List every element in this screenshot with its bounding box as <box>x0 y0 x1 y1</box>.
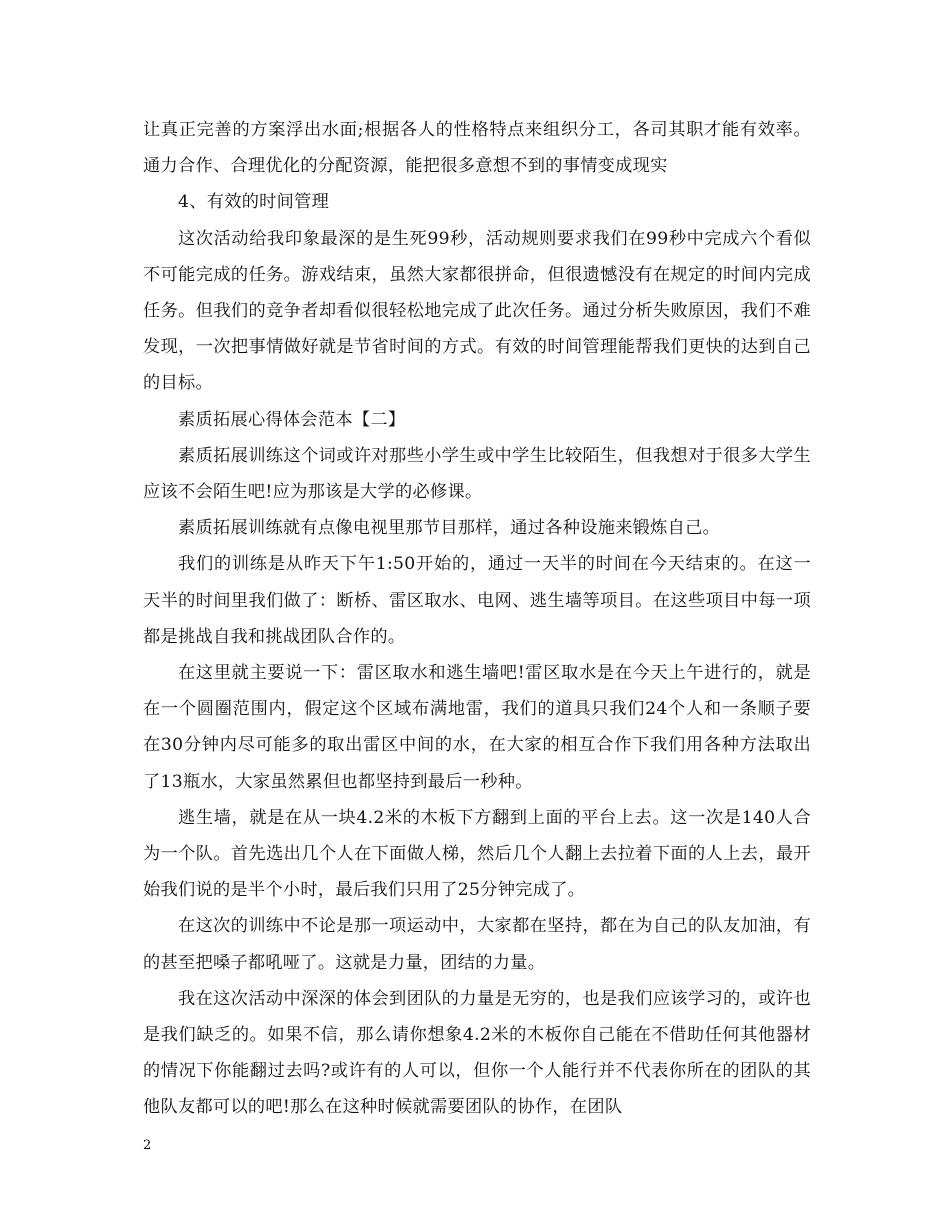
paragraph: 素质拓展训练这个词或许对那些小学生或中学生比较陌生，但我想对于很多大学生应该不会陌生吧!应为那该是大学的必修课。 <box>143 445 811 503</box>
paragraph: 我们的训练是从昨天下午1:50开始的，通过一天半的时间在今天结束的。在这一天半的时间里我们做了：断桥、雷区取水、电网、逃生墙等项目。在这些项目中每一项都是挑战自我和挑战团队合作的。 <box>143 554 811 647</box>
document-body <box>143 112 811 1126</box>
paragraph: 让真正完善的方案浮出水面;根据各人的性格特点来组织分工，各司其职才能有效率。通力合作、合理优化的分配资源，能把很多意想不到的事情变成现实 <box>143 120 811 177</box>
paragraph: 素质拓展训练就有点像电视里那节目那样，通过各种设施来锻炼自己。 <box>178 518 721 539</box>
paragraph: 我在这次活动中深深的体会到团队的力量是无穷的，也是我们应该学习的，或许也是我们缺乏的。如果不信，那么请你想象4.2米的木板你自己能在不借助任何其他器材的情况下你能翻过去吗?或许有的人可以，但你一个人能行并不代表你所在的团队的其他队友都可以的吧!那么在这种时候就需要团队的协作，在团队 <box>143 988 811 1118</box>
section-heading: 4、有效的时间管理 <box>178 192 330 213</box>
section-heading: 素质拓展心得体会范本【二】 <box>178 409 406 430</box>
page-number: 2 <box>143 1138 152 1153</box>
paragraph: 逃生墙，就是在从一块4.2米的木板下方翻到上面的平台上去。这一次是140人合为一个队。首先选出几个人在下面做人梯，然后几个人翻上去拉着下面的人上去，最开始我们说的是半个小时，最后我们只用了25分钟完成了。 <box>143 807 811 901</box>
paragraph: 这次活动给我印象最深的是生死99秒，活动规则要求我们在99秒中完成六个看似不可能完成的任务。游戏结束，虽然大家都很拼命，但很遗憾没有在规定的时间内完成任务。但我们的竞争者却看似很轻松地完成了此次任务。通过分析失败原因，我们不难发现，一次把事情做好就是节省时间的方式。有效的时间管理能帮我们更快的达到自己的目标。 <box>143 228 811 394</box>
paragraph: 在这次的训练中不论是那一项运动中，大家都在坚持，都在为自己的队友加油，有的甚至把嗓子都吼哑了。这就是力量，团结的力量。 <box>143 916 811 973</box>
paragraph: 在这里就主要说一下：雷区取水和逃生墙吧!雷区取水是在今天上午进行的，就是在一个圆圈范围内，假定这个区域布满地雷，我们的道具只我们24个人和一条顺子要在30分钟内尽可能多的取出雷区中间的水，在大家的相互合作下我们用各种方法取出了13瓶水，大家虽然累但也都坚持到最后一秒种。 <box>143 663 811 792</box>
